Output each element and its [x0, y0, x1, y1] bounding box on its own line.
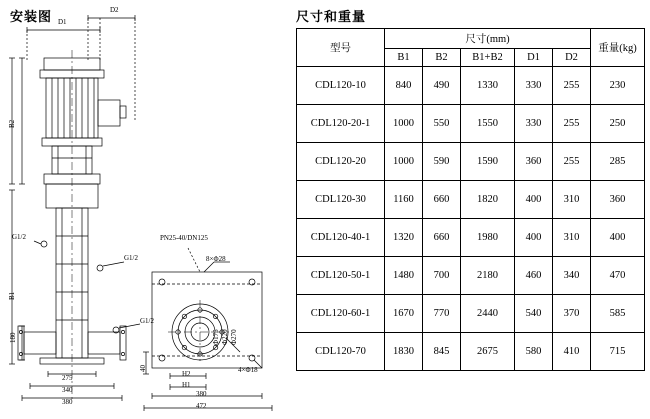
cell-weight: 585: [591, 295, 645, 333]
dim-label-d1: D1: [58, 18, 67, 26]
cell-b2: 770: [423, 295, 461, 333]
cell-model: CDL120-30: [297, 181, 385, 219]
dimensions-weight-panel: [296, 0, 650, 419]
cell-d1: 330: [515, 67, 553, 105]
cell-b2: 550: [423, 105, 461, 143]
cell-weight: 715: [591, 333, 645, 371]
dim-label-g12-a: G1/2: [12, 233, 26, 241]
cell-sum: 1330: [461, 67, 515, 105]
dim-label-d220: Φ220: [221, 329, 229, 345]
table-row: [297, 67, 645, 105]
pump-assembly-drawing: [0, 0, 292, 419]
cell-d2: 255: [553, 105, 591, 143]
dimensions-weight-table: [296, 28, 645, 371]
cell-d1: 460: [515, 257, 553, 295]
header-b2: B2: [423, 49, 461, 67]
cell-b1: 1480: [385, 257, 423, 295]
header-d2: D2: [553, 49, 591, 67]
cell-b2: 660: [423, 181, 461, 219]
cell-weight: 250: [591, 105, 645, 143]
cell-d1: 400: [515, 219, 553, 257]
cell-weight: 470: [591, 257, 645, 295]
header-dimension-group: 尺寸(mm): [385, 29, 591, 49]
installation-drawing-panel: [0, 0, 292, 419]
dim-label-h2: H2: [182, 370, 191, 378]
cell-model: CDL120-20-1: [297, 105, 385, 143]
cell-b2: 700: [423, 257, 461, 295]
cell-d2: 255: [553, 67, 591, 105]
dimensions-table-title: 尺寸和重量: [296, 10, 367, 25]
dim-label-h1: H1: [182, 381, 191, 389]
cell-b1: 1830: [385, 333, 423, 371]
header-weight: 重量(kg): [591, 29, 645, 67]
header-model: 型号: [297, 29, 385, 67]
table-row: [297, 257, 645, 295]
cell-sum: 2675: [461, 333, 515, 371]
cell-d2: 410: [553, 333, 591, 371]
dim-label-flange-spec: PN25-40/DN125: [160, 234, 208, 242]
dim-label-380-b: 380: [196, 390, 207, 398]
cell-d1: 580: [515, 333, 553, 371]
dim-label-d175: Φ175: [212, 329, 220, 345]
cell-d1: 400: [515, 181, 553, 219]
dim-label-180: 180: [9, 332, 17, 343]
cell-model: CDL120-40-1: [297, 219, 385, 257]
cell-sum: 2440: [461, 295, 515, 333]
dim-label-bolt-holes: 8×Φ28: [206, 255, 226, 263]
cell-b1: 1320: [385, 219, 423, 257]
cell-weight: 230: [591, 67, 645, 105]
dim-label-d270: Φ270: [230, 329, 238, 345]
cell-d2: 255: [553, 143, 591, 181]
cell-d2: 370: [553, 295, 591, 333]
dim-label-b2: B2: [8, 119, 16, 128]
table-row: [297, 295, 645, 333]
cell-model: CDL120-20: [297, 143, 385, 181]
cell-b2: 490: [423, 67, 461, 105]
header-b1plusb2: B1+B2: [461, 49, 515, 67]
table-row: [297, 181, 645, 219]
cell-d2: 310: [553, 219, 591, 257]
cell-b2: 845: [423, 333, 461, 371]
cell-weight: 360: [591, 181, 645, 219]
table-row: [297, 105, 645, 143]
dim-label-base-holes: 4×Φ18: [238, 366, 258, 374]
header-b1: B1: [385, 49, 423, 67]
cell-sum: 1820: [461, 181, 515, 219]
cell-d2: 310: [553, 181, 591, 219]
table-row: [297, 219, 645, 257]
dim-label-b1: B1: [8, 291, 16, 300]
cell-d1: 330: [515, 105, 553, 143]
dim-label-g12-c: G1/2: [140, 317, 154, 325]
cell-d1: 540: [515, 295, 553, 333]
installation-drawing-title: 安装图: [10, 10, 53, 25]
table-row: [297, 333, 645, 371]
cell-b1: 1000: [385, 143, 423, 181]
cell-model: CDL120-50-1: [297, 257, 385, 295]
dim-label-340: 340: [62, 386, 73, 394]
cell-d2: 340: [553, 257, 591, 295]
cell-b1: 1160: [385, 181, 423, 219]
cell-model: CDL120-10: [297, 67, 385, 105]
cell-model: CDL120-70: [297, 333, 385, 371]
cell-b1: 1670: [385, 295, 423, 333]
cell-weight: 400: [591, 219, 645, 257]
cell-d1: 360: [515, 143, 553, 181]
cell-b1: 1000: [385, 105, 423, 143]
dim-label-380-a: 380: [62, 398, 73, 406]
cell-b2: 660: [423, 219, 461, 257]
cell-sum: 1590: [461, 143, 515, 181]
table-header-row-1: [297, 29, 645, 49]
cell-sum: 1980: [461, 219, 515, 257]
cell-b1: 840: [385, 67, 423, 105]
cell-sum: 2180: [461, 257, 515, 295]
cell-weight: 285: [591, 143, 645, 181]
dim-label-d2: D2: [110, 6, 119, 14]
cell-b2: 590: [423, 143, 461, 181]
dim-label-275: 275: [62, 374, 73, 382]
dim-label-g12-b: G1/2: [124, 254, 138, 262]
dim-label-472: 472: [196, 402, 207, 410]
dim-label-40: 40: [139, 365, 147, 372]
cell-model: CDL120-60-1: [297, 295, 385, 333]
table-row: [297, 143, 645, 181]
header-d1: D1: [515, 49, 553, 67]
cell-sum: 1550: [461, 105, 515, 143]
